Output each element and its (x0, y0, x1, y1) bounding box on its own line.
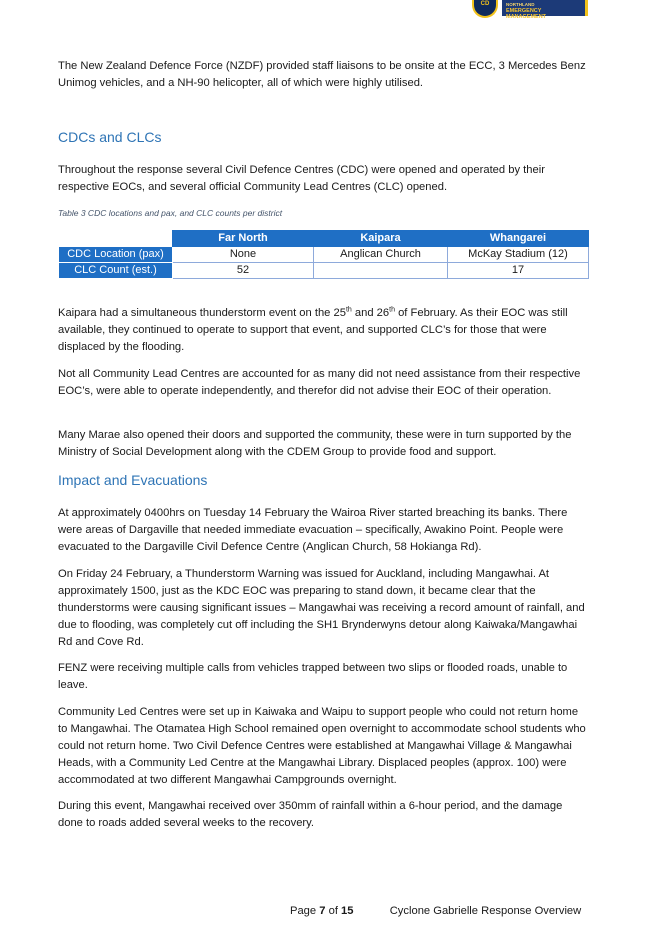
rainfall-paragraph (58, 798, 588, 832)
body-text: Community Led Centres were set up in Kaiwaka and Waipu to support people who could not return home to Mangawhai. The Otamatea High School remained open overnight to accommodate school students who could not return home. Two Civil Defence Centres were established at Mangawhai Village & Mangawhai Heads, with a Community Led Centre at the Mangawhai Library. Displaced peoples (approx. 100) were accommodated at two different Mangawhai Campgrounds overnight. (58, 706, 586, 786)
of-word: of (328, 905, 338, 917)
nzdf-paragraph (58, 58, 588, 92)
wairoa-paragraph (58, 505, 588, 556)
body-text: Kaipara had a simultaneous thunderstorm event on the 25th and 26th of February. As their EOC was still available, they continued to operate to support that event, and supported CLC’s for those that were displaced by the flooding. (58, 306, 568, 353)
community-paragraph (58, 704, 588, 789)
body-text: Not all Community Lead Centres are accounted for as many did not need assistance from their respective EOC’s, were able to operate independently, and therefor did not advise their EOC of their operation. (58, 368, 581, 397)
table-cell: None (173, 247, 314, 263)
table-cell: McKay Stadium (12) (448, 247, 589, 263)
body-text: Many Marae also opened their doors and supported the community, these were in turn supported by the Ministry of Social Development along with the CDEM Group to provide food and support. (58, 429, 572, 458)
row-header: CLC Count (est.) (59, 263, 173, 279)
column-header: Whangarei (448, 231, 589, 247)
table-header-row (59, 231, 589, 247)
row-header: CDC Location (pax) (59, 247, 173, 263)
logo-line-1: NORTHLAND (506, 2, 535, 7)
body-text: FENZ were receiving multiple calls from vehicles trapped between two slips or flooded roads, unable to leave. (58, 662, 568, 691)
section-heading-impact: Impact and Evacuations (58, 472, 208, 488)
body-text: On Friday 24 February, a Thunderstorm Warning was issued for Auckland, including Mangawhai. At approximately 1500, just as the KDC EOC was preparing to stand down, it became clear that the thunderstorms were causing significant issues – Mangawhai was receiving a record amount of rainfall, and due to flooding, was completely cut off including the SH1 Brynderwyns detour along Kaiwaka/Mangawhai Rd and Cove Rd. (58, 568, 585, 648)
civil-defence-seal-icon: CD (472, 0, 498, 18)
table-row (59, 247, 589, 263)
page-word: Page (290, 905, 317, 917)
cdc-clc-table (58, 230, 589, 279)
marae-paragraph (58, 427, 588, 461)
cdcs-heading-block (58, 128, 588, 146)
impact-heading-block (58, 471, 588, 489)
table-cell: 17 (448, 263, 589, 279)
kaipara-paragraph (58, 305, 588, 356)
table-corner-cell (59, 231, 173, 247)
document-title: Cyclone Gabrielle Response Overview (389, 905, 582, 917)
body-text: During this event, Mangawhai received over 350mm of rainfall within a 6-hour period, and the damage done to roads added several weeks to the recovery. (58, 800, 563, 829)
page-number: 7 (319, 905, 326, 917)
column-header: Far North (173, 231, 314, 247)
table-row (59, 263, 589, 279)
cdc-intro-paragraph (58, 162, 588, 196)
body-text: At approximately 0400hrs on Tuesday 14 February the Wairoa River started breaching its banks. There were areas of Dargaville that needed immediate evacuation – specifically, Awakino Point. People were evacuated to the Dargaville Civil Defence Centre (Anglican Church, 58 Hokianga Rd). (58, 507, 568, 553)
section-heading-cdcs: CDCs and CLCs (58, 129, 162, 145)
fenz-paragraph (58, 660, 588, 694)
table-cell: Anglican Church (314, 247, 448, 263)
table-cell (314, 263, 448, 279)
northland-cdem-logo (472, 0, 588, 20)
page-total: 15 (341, 905, 354, 917)
friday-paragraph (58, 566, 588, 651)
body-text: Throughout the response several Civil Defence Centres (CDC) were opened and operated by their respective EOCs, and several official Community Lead Centres (CLC) opened. (58, 164, 545, 193)
table-caption-block (58, 205, 588, 222)
table-cell: 52 (173, 263, 314, 279)
table-caption: Table 3 CDC locations and pax, and CLC counts per district (58, 208, 283, 218)
body-text: The New Zealand Defence Force (NZDF) provided staff liaisons to be onsite at the ECC, 3 Mercedes Benz Unimog vehicles, and a NH-90 helicopter, all of which were highly utilised. (58, 60, 586, 89)
page-footer (290, 905, 581, 917)
column-header: Kaipara (314, 231, 448, 247)
logo-wordmark (502, 0, 588, 20)
logo-line-2: EMERGENCY MANAGEMENT (506, 8, 547, 20)
not-all-paragraph (58, 366, 588, 400)
